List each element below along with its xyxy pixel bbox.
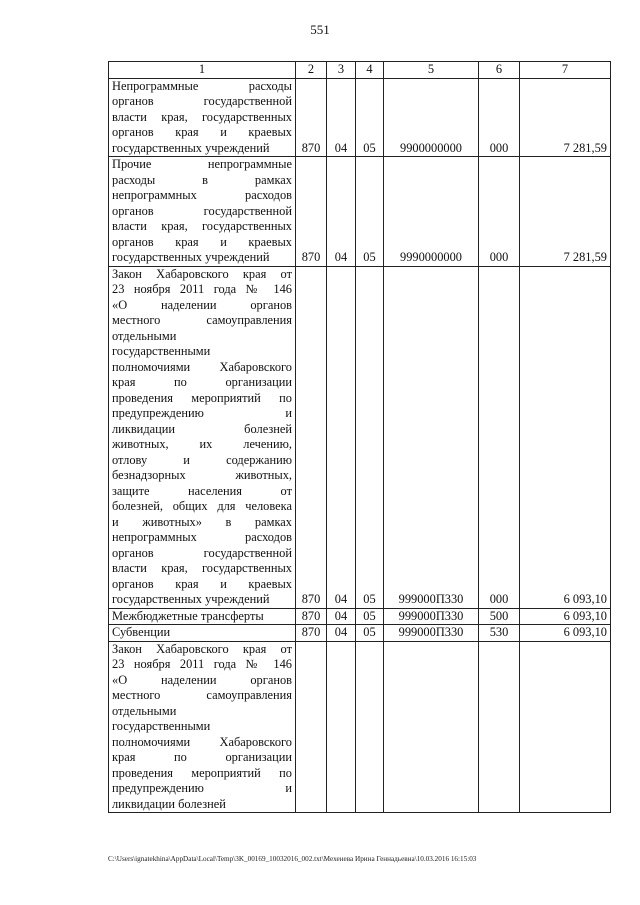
description-line: государственных учреждений	[112, 140, 270, 155]
description-line: ликвидации болезней	[112, 421, 292, 436]
description-line: непрограммных расходов	[112, 188, 292, 202]
target-article-code: 9990000000	[384, 157, 479, 267]
description-line: Субвенции	[112, 625, 171, 639]
description-line: Закон Хабаровского края от	[112, 641, 292, 656]
ministry-code: 870	[296, 608, 327, 625]
description-line: органов края и краевых	[112, 576, 292, 591]
column-header: 1	[109, 62, 296, 79]
description-line: проведения мероприятий по	[112, 765, 292, 780]
expense-description	[109, 266, 296, 608]
description-line: «О наделении органов	[112, 297, 292, 312]
amount: 6 093,10	[520, 266, 611, 608]
amount: 6 093,10	[520, 625, 611, 642]
description-line: органов государственной	[112, 94, 292, 108]
description-line: государственных учреждений	[112, 592, 270, 606]
column-header: 5	[384, 62, 479, 79]
amount: 7 281,59	[520, 157, 611, 267]
ministry-code: 870	[296, 266, 327, 608]
target-article-code: 9900000000	[384, 78, 479, 157]
expense-type-code: 000	[479, 266, 520, 608]
description-line: полномочиями Хабаровского	[112, 359, 292, 374]
description-line: власти края, государственных	[112, 561, 292, 575]
header-row	[109, 62, 611, 79]
expense-description	[109, 625, 296, 642]
expense-type-code: 530	[479, 625, 520, 642]
description-line: органов государственной	[112, 545, 292, 560]
description-line: отдельными	[112, 328, 177, 343]
section-code	[327, 641, 356, 813]
description-line: болезней, общих для человека	[112, 499, 292, 513]
target-article-code: 999000П330	[384, 608, 479, 625]
ministry-code	[296, 641, 327, 813]
expense-description	[109, 608, 296, 625]
table-row	[109, 625, 611, 642]
description-line: власти края, государственных	[112, 219, 292, 233]
description-line: власти края, государственных	[112, 109, 292, 124]
description-line: органов государственной	[112, 203, 292, 218]
description-line: непрограммных расходов	[112, 530, 292, 544]
amount: 6 093,10	[520, 608, 611, 625]
subsection-code: 05	[356, 266, 384, 608]
expense-type-code	[479, 641, 520, 813]
description-line: государственными	[112, 719, 211, 733]
description-line: проведения мероприятий по	[112, 390, 292, 405]
subsection-code	[356, 641, 384, 813]
description-line: 23 ноября 2011 года № 146	[112, 282, 292, 296]
description-line: Межбюджетные трансферты	[112, 608, 264, 623]
column-header: 7	[520, 62, 611, 79]
table-row	[109, 78, 611, 157]
section-code: 04	[327, 266, 356, 608]
expense-type-code: 000	[479, 157, 520, 267]
expense-type-code: 500	[479, 608, 520, 625]
description-line: расходы в рамках	[112, 172, 292, 187]
column-header: 4	[356, 62, 384, 79]
expense-description	[109, 641, 296, 813]
table-body	[109, 78, 611, 813]
description-line: животных, их лечению,	[112, 437, 292, 451]
target-article-code: 999000П330	[384, 266, 479, 608]
section-code: 04	[327, 78, 356, 157]
description-line: государственными	[112, 344, 211, 358]
page-number: 551	[310, 22, 330, 37]
column-header: 6	[479, 62, 520, 79]
table-row	[109, 641, 611, 813]
expense-type-code: 000	[479, 78, 520, 157]
section-code: 04	[327, 625, 356, 642]
subsection-code: 05	[356, 157, 384, 267]
description-line: «О наделении органов	[112, 672, 292, 687]
description-line: органов края и краевых	[112, 125, 292, 139]
ministry-code: 870	[296, 625, 327, 642]
section-code: 04	[327, 157, 356, 267]
description-line: органов края и краевых	[112, 234, 292, 249]
description-line: отлову и содержанию	[112, 452, 292, 467]
description-line: государственных учреждений	[112, 250, 270, 264]
table-row	[109, 266, 611, 608]
description-line: полномочиями Хабаровского	[112, 734, 292, 749]
section-code: 04	[327, 608, 356, 625]
subsection-code: 05	[356, 78, 384, 157]
table-row	[109, 608, 611, 625]
subsection-code: 05	[356, 608, 384, 625]
file-path-footer: C:\Users\ignatekhina\AppData\Local\Temp\3K_00169_10032016_002.txt\Мехенева Ирина Геннадьевна\10.03.2016 16:15:03	[108, 855, 477, 863]
description-line: 23 ноября 2011 года № 146	[112, 657, 292, 671]
description-line: края по организации	[112, 375, 292, 389]
description-line: Закон Хабаровского края от	[112, 266, 292, 281]
target-article-code	[384, 641, 479, 813]
description-line: края по организации	[112, 750, 292, 764]
description-line: предупреждению и	[112, 406, 292, 420]
description-line: отдельными	[112, 703, 177, 718]
amount: 7 281,59	[520, 78, 611, 157]
description-line: Непрограммные расходы	[112, 78, 292, 93]
description-line: предупреждению и	[112, 781, 292, 795]
budget-table	[108, 61, 611, 813]
target-article-code: 999000П330	[384, 625, 479, 642]
column-header: 2	[296, 62, 327, 79]
expense-description	[109, 78, 296, 157]
expense-description	[109, 157, 296, 267]
description-line: ликвидации болезней	[112, 796, 226, 811]
subsection-code: 05	[356, 625, 384, 642]
description-line: местного самоуправления	[112, 313, 292, 327]
ministry-code: 870	[296, 78, 327, 157]
ministry-code: 870	[296, 157, 327, 267]
description-line: Прочие непрограммные	[112, 157, 292, 171]
column-header: 3	[327, 62, 356, 79]
description-line: и животных» в рамках	[112, 514, 292, 529]
table-row	[109, 157, 611, 267]
description-line: безнадзорных животных,	[112, 468, 292, 482]
description-line: защите населения от	[112, 483, 292, 498]
amount	[520, 641, 611, 813]
description-line: местного самоуправления	[112, 688, 292, 702]
